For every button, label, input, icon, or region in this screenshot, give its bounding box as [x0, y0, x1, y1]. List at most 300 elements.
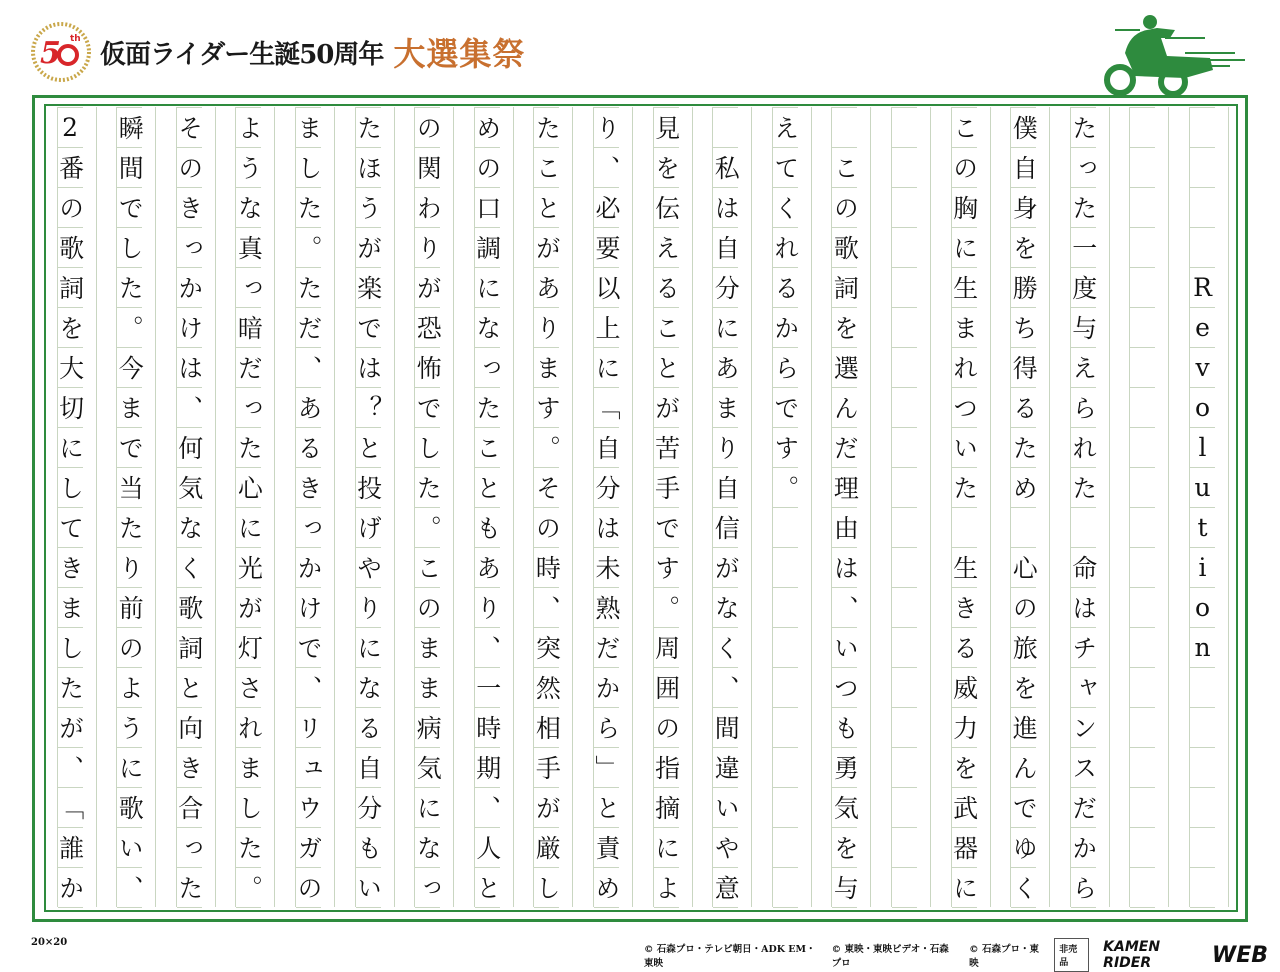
manuscript-cell: が — [415, 268, 440, 308]
manuscript-cell: 以 — [594, 268, 619, 308]
manuscript-cell: れ — [236, 708, 261, 748]
manuscript-cell: 旅 — [1011, 628, 1036, 668]
manuscript-cell: で — [117, 428, 142, 468]
manuscript-cell — [1130, 388, 1155, 428]
manuscript-column — [414, 107, 454, 907]
manuscript-cell: た — [117, 268, 142, 308]
manuscript-cell: 。 — [296, 228, 321, 268]
manuscript-cell: n — [1190, 628, 1215, 668]
manuscript-cell: る — [296, 428, 321, 468]
manuscript-cell — [773, 548, 798, 588]
manuscript-cell — [1190, 148, 1215, 188]
manuscript-cell: け — [296, 588, 321, 628]
manuscript-cell: 。 — [117, 308, 142, 348]
manuscript-cell: 進 — [1011, 708, 1036, 748]
manuscript-cell: の — [952, 148, 977, 188]
manuscript-cell: う — [236, 148, 261, 188]
manuscript-cell: つ — [952, 388, 977, 428]
manuscript-cell: た — [296, 268, 321, 308]
manuscript-column — [1189, 107, 1229, 907]
manuscript-cell: 人 — [475, 828, 500, 868]
manuscript-cell: 私 — [713, 148, 738, 188]
manuscript-cell — [892, 228, 917, 268]
manuscript-cell: と — [594, 788, 619, 828]
manuscript-cell: 歌 — [177, 588, 202, 628]
manuscript-cell: ゆ — [1011, 828, 1036, 868]
manuscript-cell: を — [832, 828, 857, 868]
manuscript-cell: は — [713, 188, 738, 228]
manuscript-cell: 、 — [117, 868, 142, 908]
manuscript-cell: っ — [475, 348, 500, 388]
manuscript-cell: な — [713, 588, 738, 628]
manuscript-cell: だ — [594, 628, 619, 668]
manuscript-cell: チ — [1071, 628, 1096, 668]
manuscript-column — [831, 107, 871, 907]
manuscript-cell — [1130, 828, 1155, 868]
manuscript-cell: u — [1190, 468, 1215, 508]
manuscript-cell: た — [58, 668, 83, 708]
manuscript-cell: ら — [1071, 868, 1096, 908]
manuscript-cell: い — [832, 628, 857, 668]
manuscript-cell: だ — [1071, 788, 1096, 828]
manuscript-cell — [773, 508, 798, 548]
manuscript-cell: え — [654, 228, 679, 268]
manuscript-cell: 歌 — [58, 228, 83, 268]
manuscript-cell: を — [1011, 228, 1036, 268]
manuscript-cell: 、 — [58, 748, 83, 788]
manuscript-column — [712, 107, 752, 907]
manuscript-cell: と — [654, 348, 679, 388]
manuscript-cell: 心 — [236, 468, 261, 508]
manuscript-cell: 生 — [952, 268, 977, 308]
manuscript-cell — [1130, 748, 1155, 788]
manuscript-cell — [892, 388, 917, 428]
manuscript-cell: 意 — [713, 868, 738, 908]
manuscript-cell: き — [177, 748, 202, 788]
manuscript-cell: 。 — [773, 468, 798, 508]
manuscript-cell — [773, 588, 798, 628]
manuscript-cell: 自 — [713, 468, 738, 508]
manuscript-cell — [892, 828, 917, 868]
manuscript-cell: 必 — [594, 188, 619, 228]
manuscript-cell — [773, 628, 798, 668]
manuscript-cell: よ — [117, 668, 142, 708]
manuscript-cell: ら — [594, 708, 619, 748]
manuscript-cell: 然 — [534, 668, 559, 708]
manuscript-cell: 分 — [594, 468, 619, 508]
manuscript-cell: か — [296, 548, 321, 588]
manuscript-cell: 、 — [713, 668, 738, 708]
manuscript-cell: に — [236, 508, 261, 548]
manuscript-cell: ら — [1071, 388, 1096, 428]
manuscript-cell: ウ — [296, 788, 321, 828]
manuscript-cell — [773, 828, 798, 868]
manuscript-column — [951, 107, 991, 907]
manuscript-cell: e — [1190, 308, 1215, 348]
manuscript-cell: 手 — [654, 468, 679, 508]
manuscript-cell: な — [475, 308, 500, 348]
manuscript-cell: 今 — [117, 348, 142, 388]
manuscript-cell: 見 — [654, 107, 679, 148]
manuscript-cell — [1190, 107, 1215, 148]
manuscript-cell: き — [177, 188, 202, 228]
manuscript-cell: と — [475, 868, 500, 908]
manuscript-cell — [892, 788, 917, 828]
manuscript-cell — [892, 708, 917, 748]
manuscript-cell: い — [117, 828, 142, 868]
svg-text:5: 5 — [40, 36, 61, 71]
manuscript-cell: だ — [832, 428, 857, 468]
manuscript-cell: 真 — [236, 228, 261, 268]
manuscript-cell: は — [832, 548, 857, 588]
manuscript-cell: 口 — [475, 188, 500, 228]
manuscript-cell — [892, 268, 917, 308]
manuscript-cell: が — [534, 228, 559, 268]
manuscript-cell: う — [117, 708, 142, 748]
manuscript-cell: t — [1190, 508, 1215, 548]
manuscript-cell: 暗 — [236, 308, 261, 348]
manuscript-cell: か — [594, 668, 619, 708]
manuscript-cell: 大 — [58, 348, 83, 388]
manuscript-cell: を — [654, 148, 679, 188]
manuscript-cell — [1190, 708, 1215, 748]
manuscript-cell: 、 — [475, 788, 500, 828]
manuscript-cell: 気 — [415, 748, 440, 788]
manuscript-cell — [1130, 268, 1155, 308]
manuscript-cell: く — [177, 548, 202, 588]
manuscript-cell: 気 — [177, 468, 202, 508]
manuscript-cell: し — [534, 868, 559, 908]
manuscript-cell: し — [117, 228, 142, 268]
manuscript-cell: 調 — [475, 228, 500, 268]
manuscript-cell: ャ — [1071, 668, 1096, 708]
manuscript-cell: る — [1011, 388, 1036, 428]
manuscript-cell: 命 — [1071, 548, 1096, 588]
manuscript-cell: り — [713, 428, 738, 468]
manuscript-column — [1070, 107, 1110, 907]
manuscript-cell: れ — [773, 228, 798, 268]
manuscript-cell: 囲 — [654, 668, 679, 708]
page-subtitle: 大選集祭 — [393, 35, 526, 73]
manuscript-cell: ま — [415, 628, 440, 668]
manuscript-cell: o — [1190, 588, 1215, 628]
manuscript-cell: り — [475, 588, 500, 628]
manuscript-cell: 恐 — [415, 308, 440, 348]
manuscript-cell: ス — [1071, 748, 1096, 788]
manuscript-cell: 間 — [117, 148, 142, 188]
manuscript-cell — [773, 788, 798, 828]
manuscript-cell: が — [356, 228, 381, 268]
manuscript-cell — [1130, 148, 1155, 188]
manuscript-cell: っ — [236, 388, 261, 428]
manuscript-cell — [1130, 228, 1155, 268]
manuscript-cell — [1130, 788, 1155, 828]
manuscript-cell: の — [654, 708, 679, 748]
manuscript-cell: 選 — [832, 348, 857, 388]
manuscript-cell: で — [296, 628, 321, 668]
manuscript-cell: の — [832, 188, 857, 228]
manuscript-cell: 一 — [1071, 228, 1096, 268]
manuscript-cell: 、 — [296, 348, 321, 388]
manuscript-cell: 「 — [594, 388, 619, 428]
manuscript-cell: ？ — [356, 388, 381, 428]
manuscript-cell: ま — [236, 748, 261, 788]
manuscript-cell: あ — [534, 268, 559, 308]
manuscript-cell — [892, 308, 917, 348]
manuscript-cell: 、 — [832, 588, 857, 628]
manuscript-cell: 手 — [534, 748, 559, 788]
manuscript-cell: た — [236, 828, 261, 868]
manuscript-cell: た — [177, 868, 202, 908]
manuscript-cell: ン — [1071, 708, 1096, 748]
brand-web: WEB — [1211, 942, 1268, 968]
manuscript-cell: 勇 — [832, 748, 857, 788]
manuscript-cell: 自 — [356, 748, 381, 788]
manuscript-column — [57, 107, 97, 907]
manuscript-cell — [1130, 668, 1155, 708]
manuscript-cell: 熟 — [594, 588, 619, 628]
manuscript-cell: を — [832, 308, 857, 348]
manuscript-cell — [892, 107, 917, 148]
manuscript-cell: 関 — [415, 148, 440, 188]
grid-size-label: 20×20 — [31, 937, 68, 948]
manuscript-cell: 違 — [713, 748, 738, 788]
manuscript-cell: 詞 — [58, 268, 83, 308]
manuscript-cell: 詞 — [832, 268, 857, 308]
manuscript-cell: 、 — [177, 388, 202, 428]
manuscript-cell — [773, 668, 798, 708]
manuscript-cell — [1130, 188, 1155, 228]
manuscript-cell: か — [773, 308, 798, 348]
manuscript-cell: 時 — [534, 548, 559, 588]
manuscript-cell: で — [654, 508, 679, 548]
manuscript-cell: を — [952, 748, 977, 788]
manuscript-cell: を — [1011, 668, 1036, 708]
manuscript-cell: り — [415, 228, 440, 268]
manuscript-cell: 上 — [594, 308, 619, 348]
manuscript-cell: こ — [475, 428, 500, 468]
manuscript-cell: れ — [952, 348, 977, 388]
manuscript-cell: 一 — [475, 668, 500, 708]
manuscript-cell: て — [58, 508, 83, 548]
manuscript-cell: 器 — [952, 828, 977, 868]
manuscript-cell: か — [177, 268, 202, 308]
manuscript-cell: め — [1011, 468, 1036, 508]
manuscript-cell: の — [1011, 588, 1036, 628]
manuscript-cell: 瞬 — [117, 107, 142, 148]
manuscript-cell: 何 — [177, 428, 202, 468]
manuscript-cell — [1130, 628, 1155, 668]
manuscript-cell: わ — [415, 188, 440, 228]
manuscript-cell: v — [1190, 348, 1215, 388]
manuscript-cell: 指 — [654, 748, 679, 788]
manuscript-cell: 歌 — [117, 788, 142, 828]
manuscript-cell: や — [713, 828, 738, 868]
manuscript-cell: る — [952, 628, 977, 668]
manuscript-cell: た — [356, 107, 381, 148]
manuscript-cell — [1190, 788, 1215, 828]
manuscript-cell: が — [713, 548, 738, 588]
manuscript-cell: れ — [1071, 428, 1096, 468]
manuscript-cell: よ — [236, 107, 261, 148]
manuscript-cell: 、 — [296, 668, 321, 708]
manuscript-column — [1129, 107, 1169, 907]
manuscript-cell: っ — [1071, 148, 1096, 188]
manuscript-cell: 、 — [475, 628, 500, 668]
manuscript-cell: た — [1011, 428, 1036, 468]
manuscript-cell: か — [58, 868, 83, 908]
manuscript-cell: 。 — [236, 868, 261, 908]
manuscript-cell: 投 — [356, 468, 381, 508]
manuscript-cell: あ — [296, 388, 321, 428]
manuscript-cell — [1190, 828, 1215, 868]
manuscript-column — [176, 107, 216, 907]
manuscript-cell: が — [534, 788, 559, 828]
manuscript-cell: ら — [773, 348, 798, 388]
manuscript-cell: た — [1071, 188, 1096, 228]
manuscript-cell: の — [58, 188, 83, 228]
manuscript-column — [772, 107, 812, 907]
manuscript-cell — [1190, 668, 1215, 708]
manuscript-cell: た — [475, 388, 500, 428]
manuscript-cell: 苦 — [654, 428, 679, 468]
manuscript-cell: な — [356, 668, 381, 708]
manuscript-cell: ま — [952, 308, 977, 348]
manuscript-cell: こ — [832, 148, 857, 188]
manuscript-cell — [1130, 308, 1155, 348]
manuscript-cell: 間 — [713, 708, 738, 748]
manuscript-cell: は — [1071, 588, 1096, 628]
manuscript-cell — [892, 588, 917, 628]
manuscript-column — [116, 107, 156, 907]
manuscript-cell: が — [236, 588, 261, 628]
manuscript-cell: な — [177, 508, 202, 548]
manuscript-cell: り — [356, 588, 381, 628]
manuscript-cell: ま — [713, 388, 738, 428]
manuscript-column — [653, 107, 693, 907]
manuscript-cell: そ — [534, 468, 559, 508]
manuscript-cell: す — [534, 388, 559, 428]
manuscript-cell: す — [654, 548, 679, 588]
manuscript-cell: に — [713, 308, 738, 348]
manuscript-cell: を — [58, 308, 83, 348]
manuscript-column — [235, 107, 275, 907]
manuscript-cell: た — [296, 188, 321, 228]
manuscript-cell: し — [58, 468, 83, 508]
manuscript-cell — [892, 868, 917, 908]
manuscript-cell: け — [177, 308, 202, 348]
manuscript-cell — [892, 348, 917, 388]
manuscript-cell: っ — [236, 268, 261, 308]
manuscript-cell: り — [594, 107, 619, 148]
manuscript-cell: ガ — [296, 828, 321, 868]
manuscript-cell: ま — [117, 388, 142, 428]
manuscript-cell: ュ — [296, 748, 321, 788]
manuscript-cell: 詞 — [177, 628, 202, 668]
manuscript-cell: え — [1071, 348, 1096, 388]
not-for-sale-label: 非売品 — [1054, 938, 1089, 972]
manuscript-cell: で — [117, 188, 142, 228]
manuscript-cell: 楽 — [356, 268, 381, 308]
manuscript-cell — [952, 508, 977, 548]
manuscript-cell: い — [952, 428, 977, 468]
manuscript-cell: き — [58, 548, 83, 588]
manuscript-cell: ま — [415, 668, 440, 708]
manuscript-cell: そ — [177, 107, 202, 148]
manuscript-cell: 自 — [1011, 148, 1036, 188]
manuscript-cell: 自 — [713, 228, 738, 268]
manuscript-cell: 「 — [58, 788, 83, 828]
manuscript-cell: と — [475, 468, 500, 508]
manuscript-cell: 由 — [832, 508, 857, 548]
manuscript-cell: し — [236, 788, 261, 828]
manuscript-column — [533, 107, 573, 907]
manuscript-cell — [1130, 868, 1155, 908]
manuscript-cell: り — [117, 548, 142, 588]
manuscript-cell: に — [356, 628, 381, 668]
manuscript-cell: っ — [177, 228, 202, 268]
manuscript-cell: 未 — [594, 548, 619, 588]
manuscript-cell — [773, 748, 798, 788]
manuscript-cell: 生 — [952, 548, 977, 588]
manuscript-cell — [1130, 348, 1155, 388]
manuscript-cell: い — [356, 868, 381, 908]
manuscript-cell: 武 — [952, 788, 977, 828]
manuscript-column — [891, 107, 931, 907]
manuscript-cell: 胸 — [952, 188, 977, 228]
manuscript-cell: で — [773, 388, 798, 428]
manuscript-cell: リ — [296, 708, 321, 748]
manuscript-cell: く — [713, 628, 738, 668]
manuscript-cell: の — [415, 588, 440, 628]
manuscript-cell: は — [177, 348, 202, 388]
manuscript-cell: い — [713, 788, 738, 828]
manuscript-cell: 期 — [475, 748, 500, 788]
manuscript-cell: 。 — [534, 428, 559, 468]
manuscript-cell — [1071, 508, 1096, 548]
manuscript-cell — [1190, 748, 1215, 788]
manuscript-cell — [1190, 228, 1215, 268]
manuscript-cell: た — [117, 508, 142, 548]
manuscript-cell: た — [415, 468, 440, 508]
manuscript-cell: ん — [832, 388, 857, 428]
manuscript-cell — [1190, 868, 1215, 908]
manuscript-cell: す — [773, 428, 798, 468]
manuscript-cell: と — [356, 428, 381, 468]
manuscript-cell: 切 — [58, 388, 83, 428]
manuscript-cell: 、 — [594, 148, 619, 188]
manuscript-cell: 信 — [713, 508, 738, 548]
manuscript-cell: 。 — [415, 508, 440, 548]
manuscript-cell: っ — [415, 868, 440, 908]
manuscript-cell: の — [117, 628, 142, 668]
manuscript-cell: し — [415, 428, 440, 468]
manuscript-cell — [832, 107, 857, 148]
manuscript-cell: き — [296, 468, 321, 508]
manuscript-inner-frame — [44, 104, 1238, 912]
manuscript-cell: る — [356, 708, 381, 748]
manuscript-cell — [773, 708, 798, 748]
manuscript-cell: ま — [296, 107, 321, 148]
manuscript-cell: に — [654, 828, 679, 868]
manuscript-cell: 。 — [654, 588, 679, 628]
manuscript-cell — [892, 508, 917, 548]
manuscript-cell: さ — [236, 668, 261, 708]
header — [30, 22, 525, 82]
manuscript-cell: の — [534, 508, 559, 548]
manuscript-cell: た — [236, 428, 261, 468]
manuscript-cell: は — [594, 508, 619, 548]
